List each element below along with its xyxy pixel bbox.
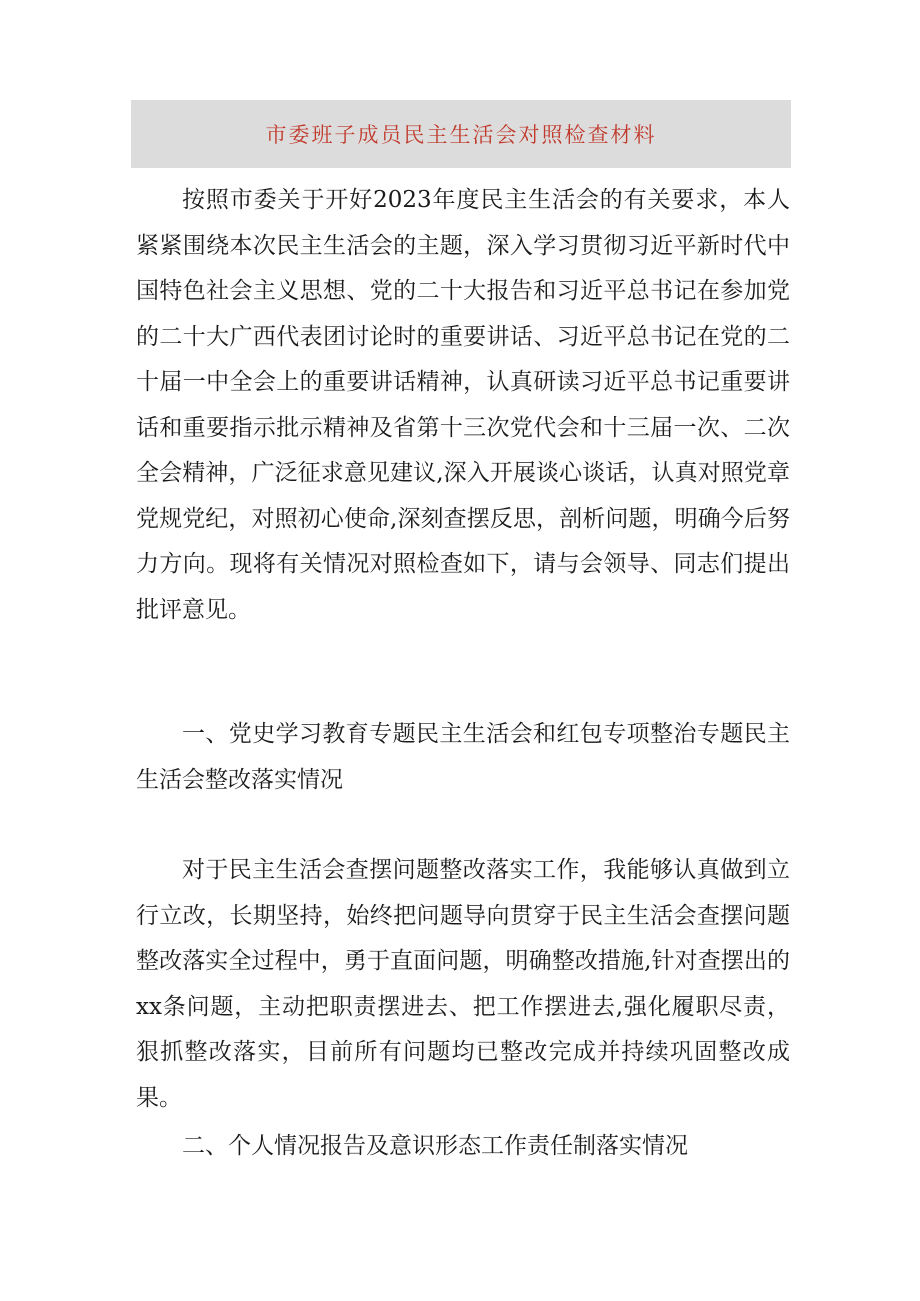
- document-title: 市委班子成员民主生活会对照检查材料: [265, 123, 657, 147]
- intro-paragraph: 按照市委关于开好2023年度民主生活会的有关要求，本人紧紧围绕本次民主生活会的主题，深入学习贯彻习近平新时代中国特色社会主义思想、党的二十大报告和习近平总书记在参加党的二十大广西代表团讨论时的重要讲话、习近平总书记在党的二十届一中全会上的重要讲话精神，认真研读习近平总书记重要讲话和重要指示批示精神及省第十三次党代会和十三届一次、二次全会精神，广泛征求意见建议,深入开展谈心谈话，认真对照党章党规党纪，对照初心使命,深刻查摆反思，剖析问题，明确今后努力方向。现将有关情况对照检查如下，请与会领导、同志们提出批评意见。: [136, 187, 790, 623]
- title-banner: [131, 100, 791, 168]
- section-1-paragraph: 对于民主生活会查摆问题整改落实工作，我能够认真做到立行立改，长期坚持，始终把问题导向贯穿于民主生活会查摆问题整改落实全过程中，勇于直面问题，明确整改措施,针对查摆出的xx条问题，主动把职责摆进去、把工作摆进去,强化履职尽责，狠抓整改落实，目前所有问题均已整改完成并持续巩固整改成果。: [136, 857, 790, 1111]
- section-heading-1: 一、党史学习教育专题民主生活会和红包专项整治专题民主生活会整改落实情况: [136, 721, 790, 793]
- section-heading-2: 二、个人情况报告及意识形态工作责任制落实情况: [182, 1133, 688, 1159]
